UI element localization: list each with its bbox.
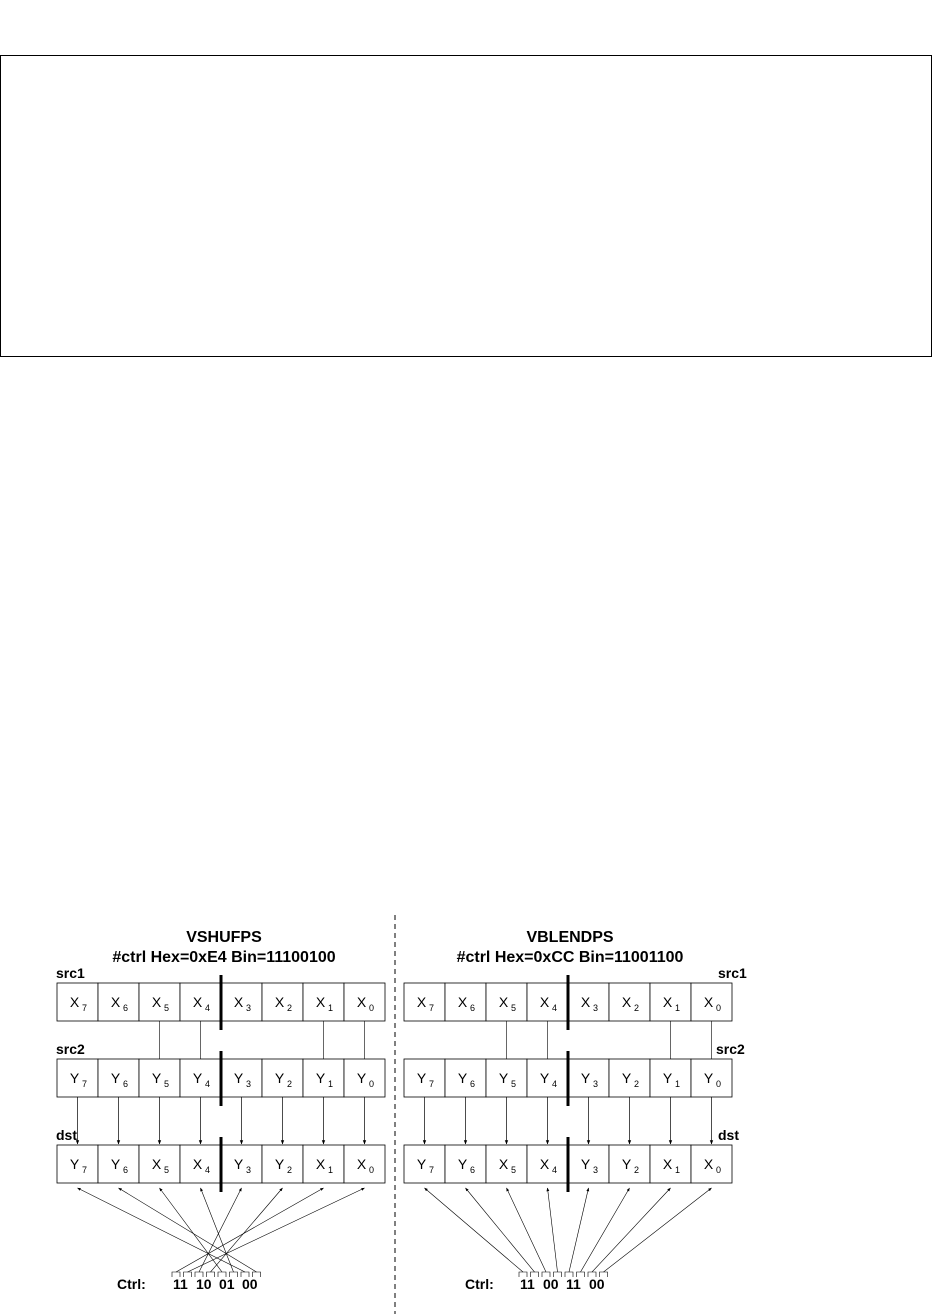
right-src1-cell-label-3: X	[539, 994, 550, 1010]
left-ctrl-arrow-3	[211, 1188, 283, 1272]
right-src1-cell-sub-0: 7	[428, 1003, 435, 1013]
right-src2-cell-sub-3: 4	[551, 1079, 558, 1089]
right-src2-cell-label-6: Y	[662, 1070, 673, 1086]
right-src1-cell-sub-1: 6	[469, 1003, 476, 1013]
left-dst-cell-label-4: Y	[233, 1156, 244, 1172]
right-src2-cell-label-4: Y	[580, 1070, 591, 1086]
right-dst-cell-sub-6: 1	[674, 1165, 681, 1175]
right-src2-cell-label-0: Y	[416, 1070, 427, 1086]
left-src2-cell-sub-7: 0	[368, 1079, 375, 1089]
left-src2-cell-sub-2: 5	[163, 1079, 170, 1089]
right-src2-label: src2	[716, 1041, 745, 1057]
left-src2-cell-sub-6: 1	[327, 1079, 334, 1089]
left-dst-cell-sub-0: 7	[81, 1165, 88, 1175]
left-ctrl-bits-1: 01	[219, 1276, 235, 1292]
left-src1-cell-sub-4: 3	[245, 1003, 252, 1013]
left-src2-cell-label-7: Y	[356, 1070, 367, 1086]
right-dst-cell-label-4: Y	[580, 1156, 591, 1172]
right-src1-cell-sub-6: 1	[674, 1003, 681, 1013]
right-src1-cell-label-0: X	[416, 994, 427, 1010]
right-ctrl-arrow-3	[548, 1188, 558, 1272]
right-ctrl-bits-3: 11	[520, 1276, 535, 1292]
right-dst-cell-label-6: X	[662, 1156, 673, 1172]
left-src2-cell-sub-5: 2	[286, 1079, 293, 1089]
left-dst-label: dst	[56, 1127, 77, 1143]
right-src2-cell-label-2: Y	[498, 1070, 509, 1086]
right-src1-cell-label-5: X	[621, 994, 632, 1010]
left-src2-cell-label-3: Y	[192, 1070, 203, 1086]
right-src2-cell-label-5: Y	[621, 1070, 632, 1086]
left-src1-cell-sub-5: 2	[286, 1003, 293, 1013]
right-src2-cell-sub-2: 5	[510, 1079, 517, 1089]
left-src1-cell-sub-1: 6	[122, 1003, 129, 1013]
left-ctrl-arrow-6	[78, 1188, 246, 1272]
left-src1-cell-sub-0: 7	[81, 1003, 88, 1013]
right-src1-cell-label-1: X	[457, 994, 468, 1010]
right-src1-cell-sub-3: 4	[551, 1003, 558, 1013]
left-title: VSHUFPS	[186, 929, 262, 946]
right-ctrl-bits-2: 00	[543, 1276, 559, 1292]
left-ctrl-bits-3: 11	[173, 1276, 188, 1292]
left-dst-cell-label-0: Y	[69, 1156, 80, 1172]
left-src1-cell-label-1: X	[110, 994, 121, 1010]
left-src1-cell-sub-2: 5	[163, 1003, 170, 1013]
right-dst-cell-sub-0: 7	[428, 1165, 435, 1175]
right-src1-cell-label-2: X	[498, 994, 509, 1010]
right-dst-label: dst	[718, 1127, 739, 1143]
right-ctrl-bits-1: 11	[566, 1276, 581, 1292]
left-dst-cell-label-3: X	[192, 1156, 203, 1172]
right-dst-cell-sub-3: 4	[551, 1165, 558, 1175]
left-src1-cell-sub-3: 4	[204, 1003, 211, 1013]
left-src2-cell-sub-4: 3	[245, 1079, 252, 1089]
left-dst-cell-sub-5: 2	[286, 1165, 293, 1175]
left-dst-cell-label-5: Y	[274, 1156, 285, 1172]
left-ctrl-arrow-0	[176, 1188, 324, 1272]
right-src1-label: src1	[718, 965, 747, 981]
left-ctrl-arrow-4	[160, 1188, 223, 1272]
right-ctrl-arrow-2	[507, 1188, 547, 1272]
empty-frame	[0, 55, 932, 357]
right-src1-cell-sub-7: 0	[715, 1003, 722, 1013]
left-src2-label: src2	[56, 1041, 85, 1057]
right-dst-cell-label-5: Y	[621, 1156, 632, 1172]
left-src1-cell-label-3: X	[192, 994, 203, 1010]
right-dst-cell-label-1: Y	[457, 1156, 468, 1172]
right-src2-cell-label-7: Y	[703, 1070, 714, 1086]
left-src2-cell-sub-0: 7	[81, 1079, 88, 1089]
left-ctrl-arrow-7	[119, 1188, 257, 1272]
right-dst-cell-sub-5: 2	[633, 1165, 640, 1175]
left-src1-cell-label-7: X	[356, 994, 367, 1010]
left-dst-cell-label-1: Y	[110, 1156, 121, 1172]
right-dst-cell-label-0: Y	[416, 1156, 427, 1172]
right-dst-cell-sub-7: 0	[715, 1165, 722, 1175]
left-dst-cell-sub-6: 1	[327, 1165, 334, 1175]
right-ctrl-arrow-0	[425, 1188, 524, 1272]
left-src1-cell-sub-7: 0	[368, 1003, 375, 1013]
right-title: VBLENDPS	[526, 929, 614, 946]
right-src1-cell-sub-4: 3	[592, 1003, 599, 1013]
right-dst-cell-label-3: X	[539, 1156, 550, 1172]
left-ctrl-arrow-1	[188, 1188, 365, 1272]
right-ctrl-arrow-5	[581, 1188, 630, 1272]
right-ctrl-label: Ctrl:	[465, 1276, 494, 1292]
right-ctrl-arrow-1	[466, 1188, 535, 1272]
left-ctrl-bits-0: 00	[242, 1276, 258, 1292]
right-dst-cell-label-2: X	[498, 1156, 509, 1172]
left-src2-cell-label-0: Y	[69, 1070, 80, 1086]
left-src2-cell-sub-1: 6	[122, 1079, 129, 1089]
left-src1-cell-label-4: X	[233, 994, 244, 1010]
left-subtitle: #ctrl Hex=0xE4 Bin=11100100	[112, 949, 336, 966]
left-ctrl-label: Ctrl:	[117, 1276, 146, 1292]
right-src1-cell-label-4: X	[580, 994, 591, 1010]
shuffle-blend-diagram	[0, 900, 936, 1314]
right-src1-cell-sub-2: 5	[510, 1003, 517, 1013]
left-src2-cell-label-5: Y	[274, 1070, 285, 1086]
right-src2-cell-label-1: Y	[457, 1070, 468, 1086]
left-dst-cell-label-7: X	[356, 1156, 367, 1172]
left-src1-cell-sub-6: 1	[327, 1003, 334, 1013]
right-ctrl-arrow-7	[604, 1188, 712, 1272]
left-src2-cell-label-6: Y	[315, 1070, 326, 1086]
left-src2-cell-label-2: Y	[151, 1070, 162, 1086]
left-dst-cell-sub-3: 4	[204, 1165, 211, 1175]
left-ctrl-bits-2: 10	[196, 1276, 212, 1292]
right-src1-cell-sub-5: 2	[633, 1003, 640, 1013]
right-src2-cell-sub-7: 0	[715, 1079, 722, 1089]
right-dst-cell-label-7: X	[703, 1156, 714, 1172]
left-dst-cell-label-6: X	[315, 1156, 326, 1172]
right-src2-cell-sub-4: 3	[592, 1079, 599, 1089]
left-src1-cell-label-6: X	[315, 994, 326, 1010]
left-src1-cell-label-2: X	[151, 994, 162, 1010]
right-src2-cell-sub-1: 6	[469, 1079, 476, 1089]
left-src2-cell-label-4: Y	[233, 1070, 244, 1086]
left-dst-cell-sub-4: 3	[245, 1165, 252, 1175]
right-src2-cell-sub-5: 2	[633, 1079, 640, 1089]
left-src1-cell-label-0: X	[69, 994, 80, 1010]
right-subtitle: #ctrl Hex=0xCC Bin=11001100	[456, 949, 684, 966]
right-dst-cell-sub-2: 5	[510, 1165, 517, 1175]
left-src2-cell-sub-3: 4	[204, 1079, 211, 1089]
right-dst-cell-sub-1: 6	[469, 1165, 476, 1175]
right-ctrl-arrow-6	[592, 1188, 671, 1272]
right-src2-cell-sub-0: 7	[428, 1079, 435, 1089]
left-src1-label: src1	[56, 965, 85, 981]
left-dst-cell-sub-1: 6	[122, 1165, 129, 1175]
left-dst-cell-sub-7: 0	[368, 1165, 375, 1175]
right-src1-cell-label-7: X	[703, 994, 714, 1010]
right-src1-cell-label-6: X	[662, 994, 673, 1010]
right-ctrl-bits-0: 00	[589, 1276, 605, 1292]
right-dst-cell-sub-4: 3	[592, 1165, 599, 1175]
left-src1-cell-label-5: X	[274, 994, 285, 1010]
right-src2-cell-label-3: Y	[539, 1070, 550, 1086]
right-src2-cell-sub-6: 1	[674, 1079, 681, 1089]
left-src2-cell-label-1: Y	[110, 1070, 121, 1086]
left-dst-cell-sub-2: 5	[163, 1165, 170, 1175]
left-dst-cell-label-2: X	[151, 1156, 162, 1172]
right-ctrl-arrow-4	[569, 1188, 589, 1272]
